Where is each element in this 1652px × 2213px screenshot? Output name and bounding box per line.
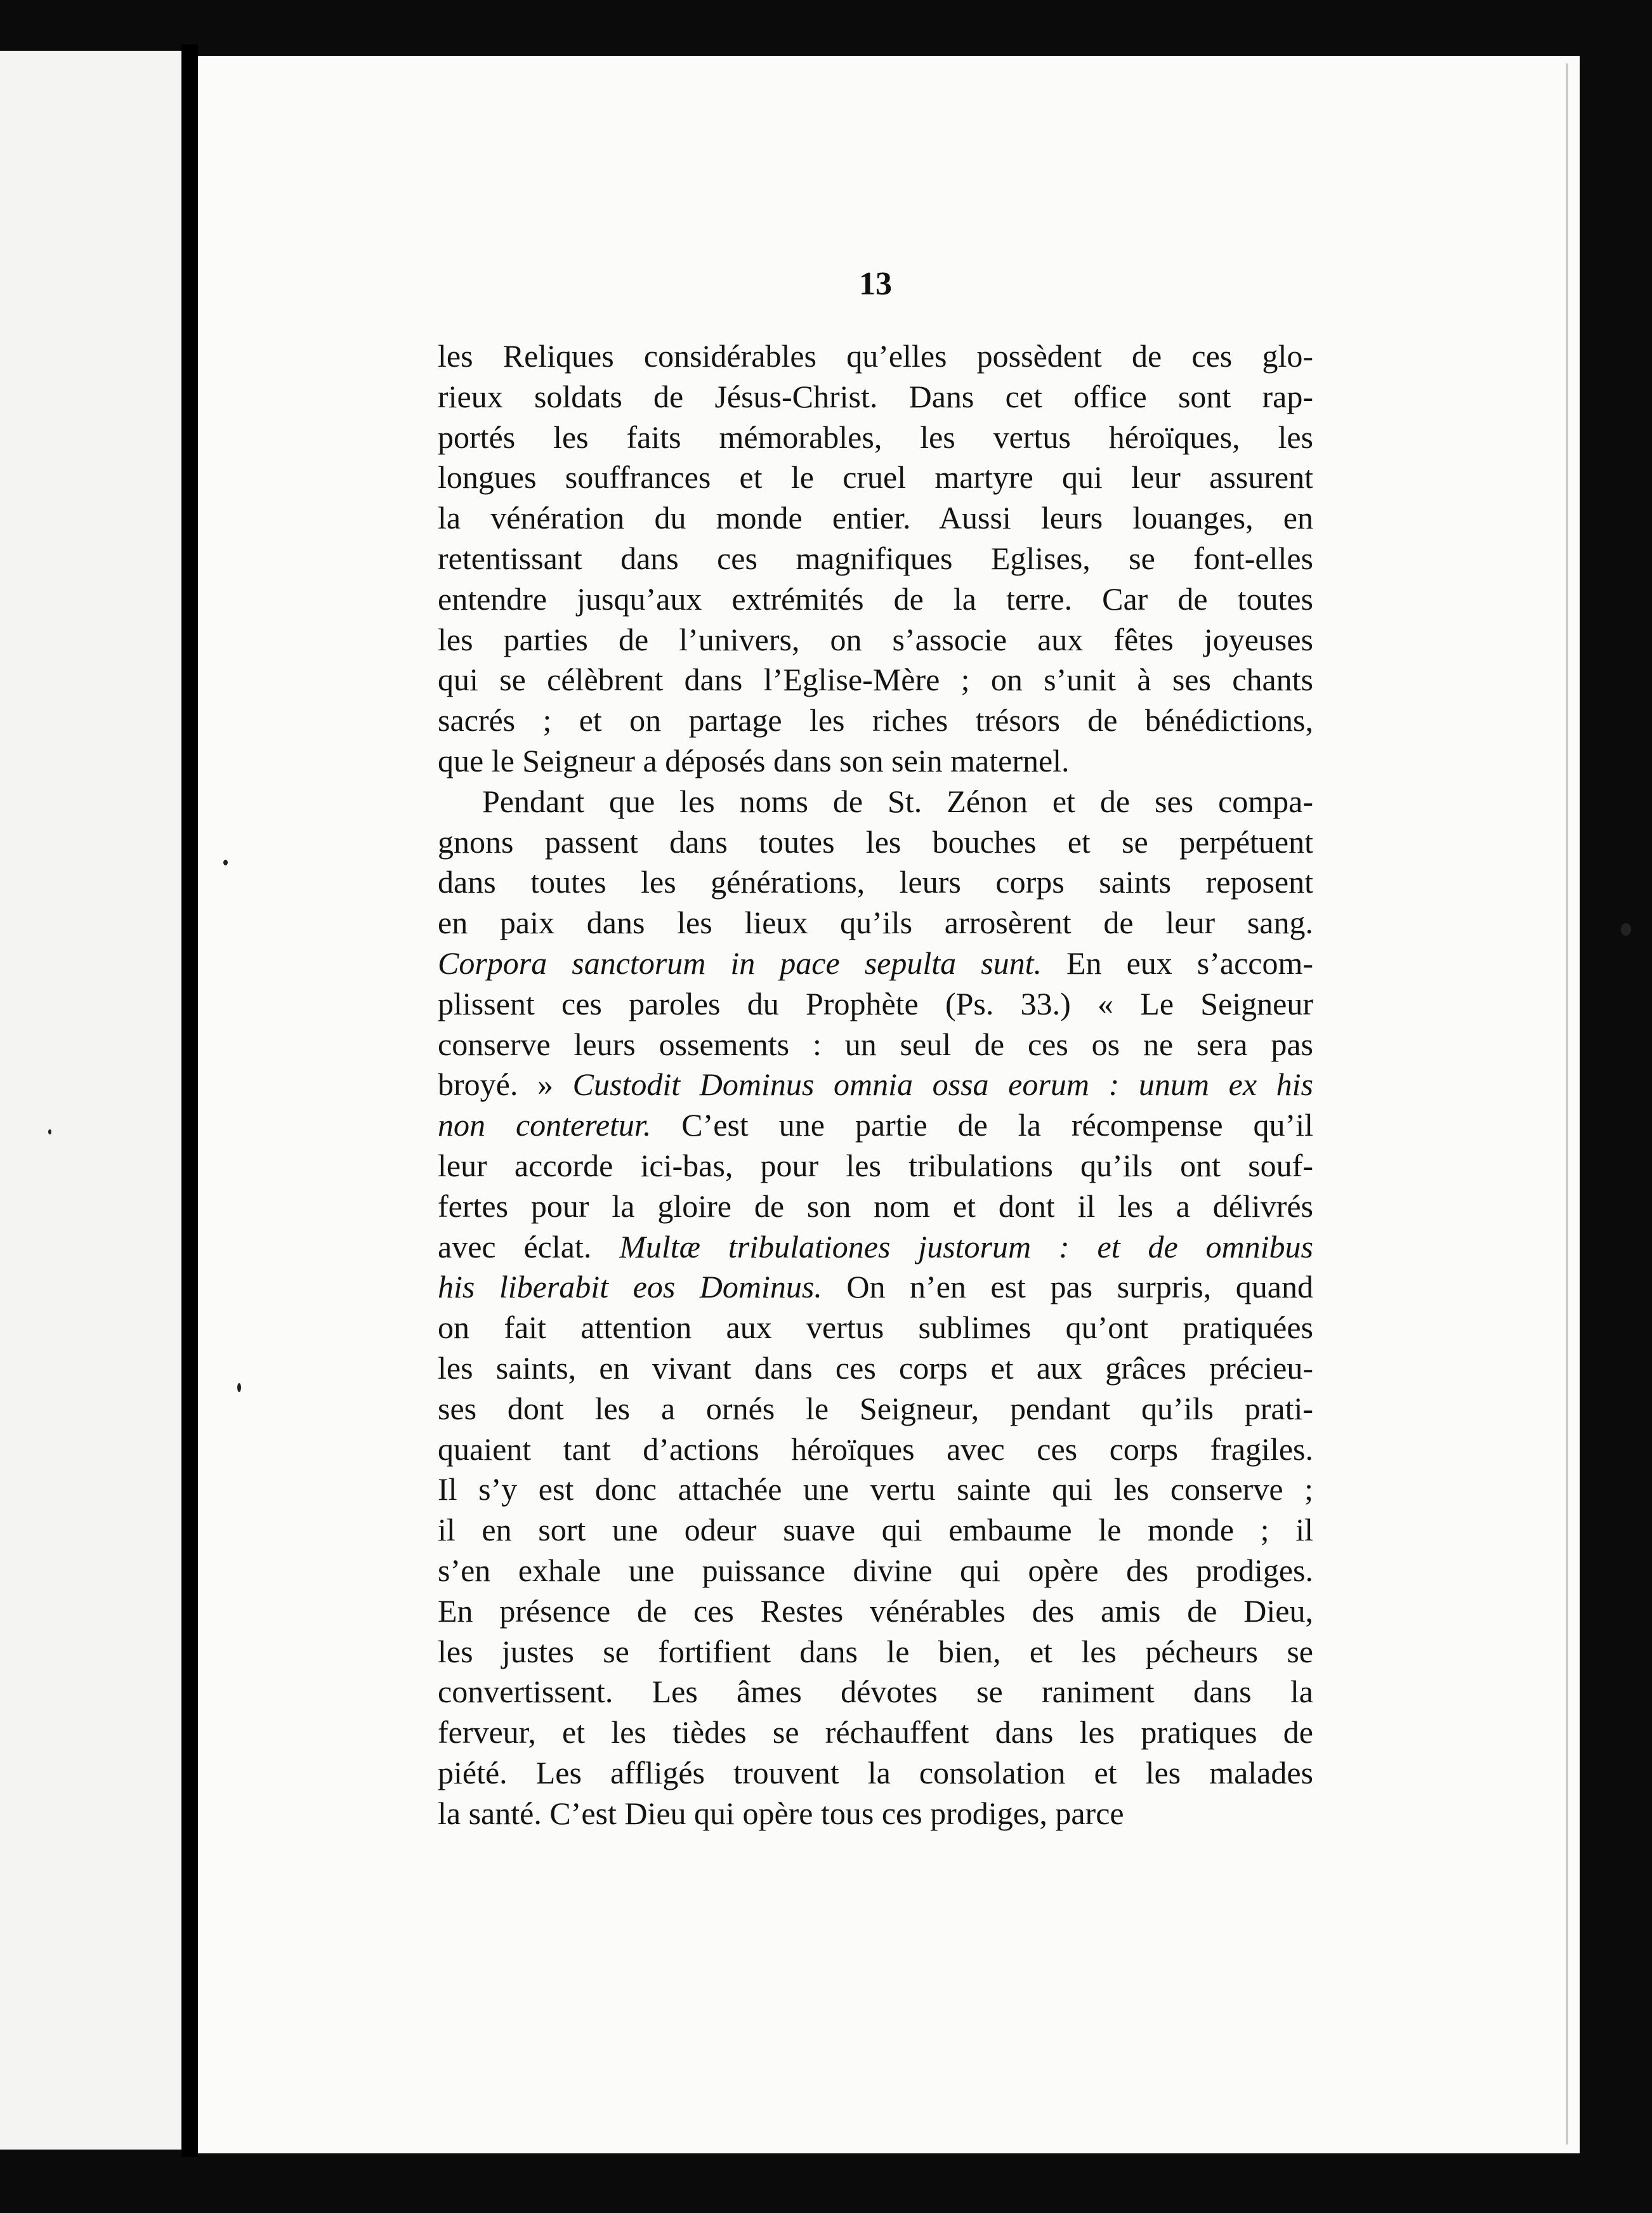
- text-line: [438, 1389, 1313, 1429]
- text-run: ferveur, et les tièdes se réchauffent dans les pratiques de: [438, 1714, 1313, 1750]
- text-line: [438, 336, 1313, 377]
- text-line: [438, 862, 1313, 903]
- text-line: [438, 700, 1313, 741]
- text-line: [438, 539, 1313, 579]
- text-run: leur accorde ici-bas, pour les tribulations qu’ils ont souf-: [438, 1147, 1313, 1183]
- text-line: [438, 1632, 1313, 1672]
- text-line: [438, 1146, 1313, 1186]
- text-run: En présence de ces Restes vénérables des amis de Dieu,: [438, 1592, 1313, 1629]
- text-run: entendre jusqu’aux extrémités de la terre. Car de toutes: [438, 581, 1313, 617]
- text-line: [438, 1308, 1313, 1348]
- text-line: [438, 457, 1313, 498]
- text-run: convertissent. Les âmes dévotes se raniment dans la: [438, 1674, 1313, 1710]
- text-run: en paix dans les lieux qu’ils arrosèrent de leur sang.: [438, 905, 1313, 941]
- text-line: [438, 822, 1313, 863]
- text-line: [438, 741, 1313, 782]
- latin-quote: non conteretur.: [438, 1107, 652, 1143]
- text-run: ses dont les a ornés le Seigneur, pendant qu’ils prati-: [438, 1390, 1313, 1426]
- text-run: conserve leurs ossements : un seul de ces os ne sera pas: [438, 1026, 1313, 1062]
- text-line: [438, 943, 1313, 984]
- latin-quote: Multæ tribulationes justorum : et de omnibus: [619, 1228, 1314, 1264]
- text-run: fertes pour la gloire de son nom et dont il les a délivrés: [438, 1188, 1313, 1224]
- text-line: [438, 377, 1313, 417]
- text-line: [438, 1469, 1313, 1510]
- text-run: les parties de l’univers, on s’associe aux fêtes joyeuses: [438, 621, 1313, 657]
- text-line: [438, 417, 1313, 458]
- text-line: [438, 498, 1313, 539]
- text-line: [438, 1267, 1313, 1308]
- text-run: rieux soldats de Jésus-Christ. Dans cet office sont rap-: [438, 378, 1313, 414]
- text-line: [438, 1672, 1313, 1712]
- text-run: que le Seigneur a déposés dans son sein maternel.: [438, 742, 1070, 778]
- text-line: [438, 1429, 1313, 1470]
- text-run: il en sort une odeur suave qui embaume le monde ; il: [438, 1512, 1313, 1548]
- latin-quote: Custodit Dominus omnia ossa eorum : unum ex his: [572, 1067, 1314, 1103]
- text-run: retentissant dans ces magnifiques Eglises, se font-elles: [438, 540, 1313, 576]
- text-run: En eux s’accom-: [1042, 945, 1313, 981]
- text-line: [438, 1551, 1313, 1591]
- scan-speck: [223, 860, 228, 865]
- text-run: les saints, en vivant dans ces corps et aux grâces précieu-: [438, 1349, 1313, 1386]
- scan-speck: [1621, 923, 1631, 936]
- text-line: [438, 984, 1313, 1025]
- text-run: les Reliques considérables qu’elles possèdent de ces glo-: [438, 338, 1313, 374]
- body-text: [438, 336, 1313, 1834]
- text-run: Il s’y est donc attachée une vertu sainte qui les conserve ;: [438, 1471, 1313, 1507]
- text-line: [438, 1348, 1313, 1389]
- text-line: [438, 1591, 1313, 1632]
- left-page-margin: [0, 51, 181, 2150]
- text-run: qui se célèbrent dans l’Eglise-Mère ; on s’unit à ses chants: [438, 662, 1313, 698]
- text-run: piété. Les affligés trouvent la consolation et les malades: [438, 1754, 1313, 1790]
- text-run: plissent ces paroles du Prophète (Ps. 33.) « Le Seigneur: [438, 985, 1313, 1021]
- text-run: portés les faits mémorables, les vertus héroïques, les: [438, 419, 1313, 455]
- text-line: [438, 620, 1313, 660]
- text-run: avec éclat.: [438, 1228, 620, 1264]
- text-run: On n’en est pas surpris, quand: [822, 1269, 1313, 1305]
- text-line: [438, 660, 1313, 700]
- book-spine-shadow: [181, 44, 198, 2157]
- text-line: [438, 1025, 1313, 1065]
- scan-speck: [237, 1383, 241, 1392]
- text-line: [438, 1510, 1313, 1551]
- text-run: la santé. C’est Dieu qui opère tous ces prodiges, parce: [438, 1795, 1124, 1831]
- text-line: [438, 1794, 1313, 1834]
- latin-quote: Corpora sanctorum in pace sepulta sunt.: [438, 945, 1042, 981]
- text-run: gnons passent dans toutes les bouches et se perpétuent: [438, 824, 1313, 860]
- text-run: C’est une partie de la récompense qu’il: [651, 1107, 1313, 1143]
- text-run: Pendant que les noms de St. Zénon et de ses compa-: [482, 783, 1313, 819]
- page-edge-line: [1566, 63, 1568, 2144]
- text-line: [438, 1105, 1313, 1146]
- text-line: [438, 903, 1313, 943]
- text-line: [438, 579, 1313, 620]
- page-number: 13: [859, 266, 892, 302]
- text-run: quaient tant d’actions héroïques avec ces corps fragiles.: [438, 1431, 1313, 1467]
- text-run: broyé. »: [438, 1067, 573, 1103]
- text-run: on fait attention aux vertus sublimes qu’ont pratiquées: [438, 1310, 1313, 1346]
- text-run: longues souffrances et le cruel martyre qui leur assurent: [438, 459, 1313, 496]
- text-run: s’en exhale une puissance divine qui opère des prodiges.: [438, 1552, 1313, 1588]
- text-run: la vénération du monde entier. Aussi leurs louanges, en: [438, 500, 1313, 536]
- latin-quote: his liberabit eos Dominus.: [438, 1269, 822, 1305]
- text-line: [438, 1186, 1313, 1227]
- text-run: dans toutes les générations, leurs corps saints reposent: [438, 864, 1313, 900]
- text-line: [438, 1712, 1313, 1753]
- text-line: [438, 1227, 1313, 1268]
- scan-speck: [48, 1129, 51, 1134]
- text-run: sacrés ; et on partage les riches trésors de bénédictions,: [438, 702, 1313, 739]
- text-line: [438, 1065, 1313, 1105]
- text-line: [438, 1753, 1313, 1794]
- text-run: les justes se fortifient dans le bien, et les pécheurs se: [438, 1633, 1313, 1669]
- text-line: [438, 782, 1313, 822]
